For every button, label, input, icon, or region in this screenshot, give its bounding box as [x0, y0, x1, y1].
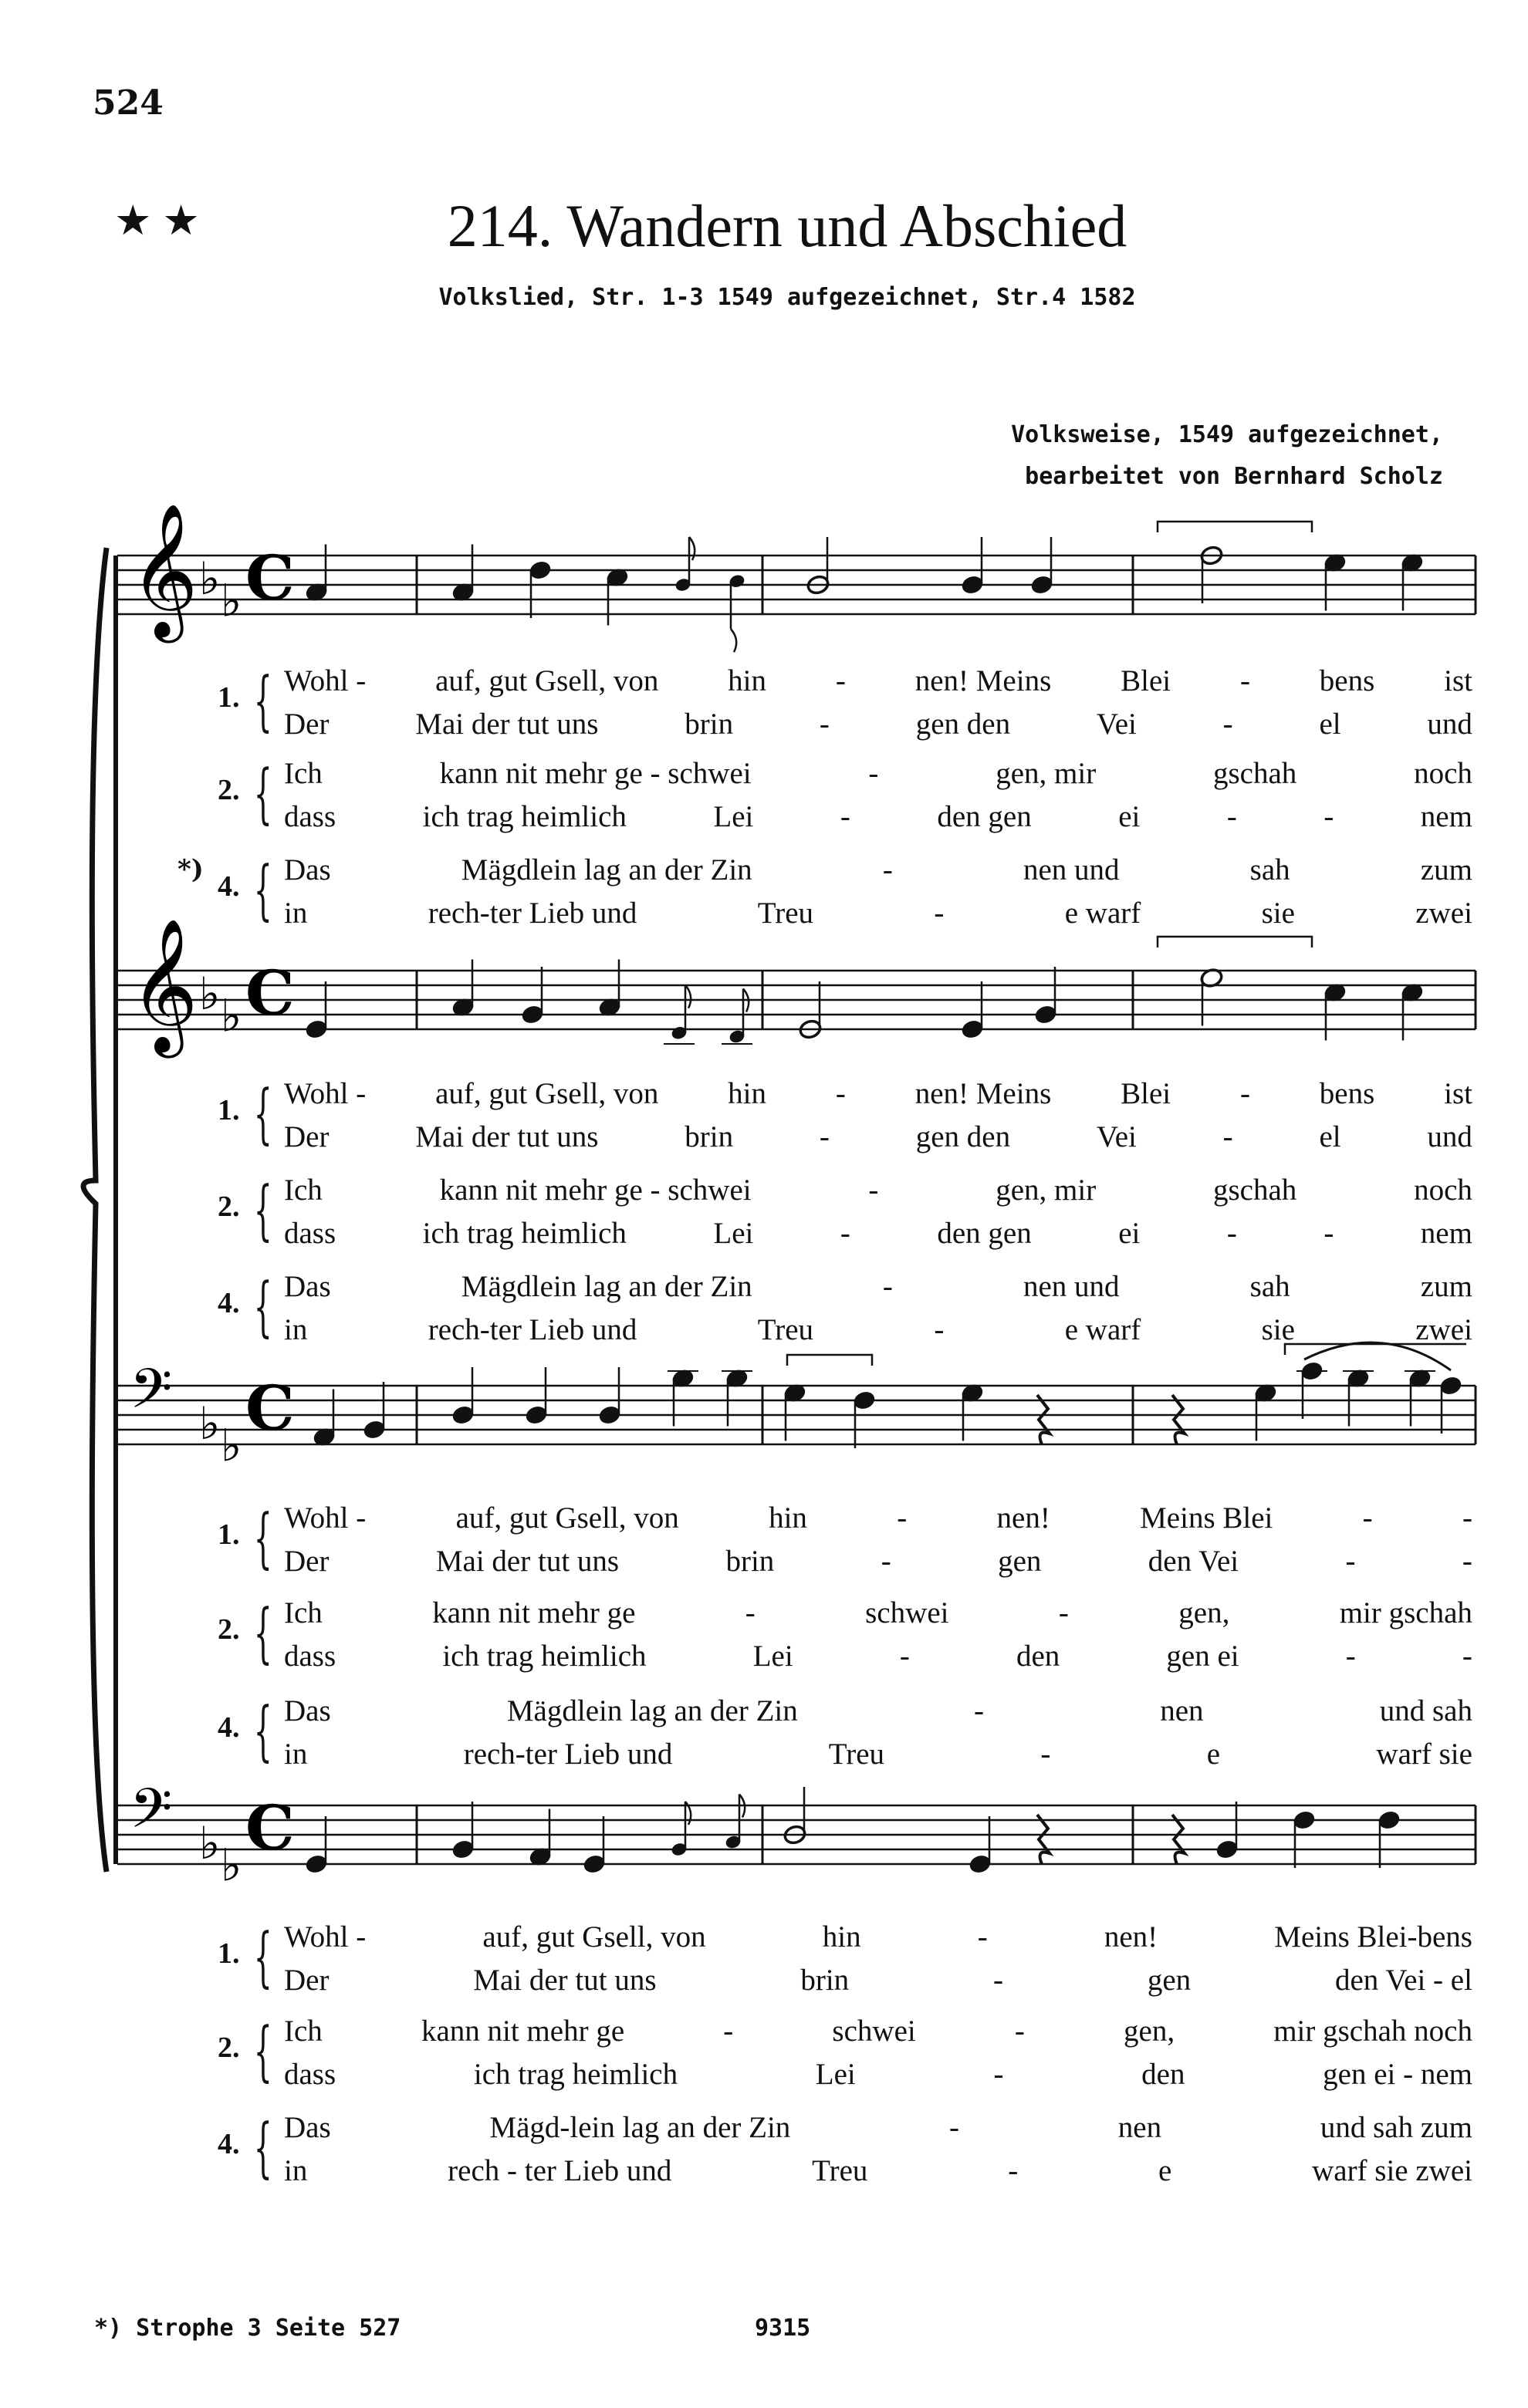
bass-clef: 𝄢 [130, 1357, 173, 1434]
lyric-syllable: noch [1414, 1174, 1472, 1207]
lyric-syllable: Lei [713, 800, 754, 833]
flat-sign: ♭ [221, 574, 242, 627]
lyric-syllable: el [1319, 708, 1341, 741]
lyric-syllable: ich trag heimlich [473, 2058, 678, 2091]
lyric-syllable: Das [284, 2111, 331, 2144]
lyric-syllable: - [1362, 1501, 1373, 1535]
lyric-line [284, 1120, 1472, 1154]
lyric-syllable: - [1014, 2015, 1025, 2048]
verse-number: 2. [218, 774, 240, 806]
lyric-syllable: brin [725, 1545, 775, 1578]
flat-sign: ♭ [221, 989, 242, 1042]
lyric-syllable: - [881, 1545, 891, 1578]
lyric-line [284, 1173, 1472, 1207]
lyric-syllable: Mägdlein lag an der Zin [461, 853, 752, 887]
note-flag [731, 629, 736, 652]
lyric-syllable: Blei [1121, 1077, 1171, 1110]
lyric-line [284, 1501, 1472, 1535]
lyric-syllable: zwei [1415, 1313, 1472, 1346]
lyric-syllable: kann nit mehr ge [432, 1596, 636, 1630]
flat-sign: ♭ [199, 1817, 221, 1869]
lyric-syllable: - [819, 1120, 830, 1153]
lyric-syllable: sie [1261, 1313, 1295, 1346]
lyric-syllable: brin [685, 708, 734, 741]
quarter-rest [1037, 1815, 1050, 1864]
verse-brace: { [253, 1693, 272, 1768]
verse-number: 1. [218, 1518, 240, 1551]
lyric-line [284, 1639, 1472, 1673]
verse-number: 1. [218, 1937, 240, 1970]
lyric-syllable: - [1222, 1120, 1233, 1153]
lyric-line [284, 1269, 1472, 1304]
lyric-syllable: Der [284, 1120, 330, 1153]
lyric-syllable: Mai der tut uns [473, 1964, 657, 1997]
verse-number: 4. [218, 1711, 240, 1744]
lyric-line [284, 1544, 1472, 1579]
lyric-syllable: - [835, 1077, 846, 1110]
page-number: 524 [93, 83, 164, 123]
lyric-line [284, 853, 1472, 887]
lyric-syllable: gen, [1124, 2015, 1175, 2048]
lyric-syllable: el [1319, 1120, 1341, 1153]
lyric-syllable: Wohl - [284, 1501, 367, 1535]
lyric-syllable: - [973, 1694, 984, 1727]
lyric-syllable: Das [284, 1270, 331, 1303]
treble-clef: 𝄞 [130, 918, 198, 1052]
lyric-syllable: den Vei - el [1334, 1964, 1472, 1997]
ligature-bracket [1158, 522, 1312, 532]
lyric-syllable: - [1040, 1738, 1051, 1771]
verse-number: 1. [218, 681, 240, 714]
lyric-syllable: auf, gut Gsell, von [435, 664, 659, 697]
lyric-syllable: Mai der tut uns [415, 1120, 599, 1153]
flat-sign: ♭ [221, 1419, 242, 1472]
lyric-syllable: nen! [996, 1501, 1050, 1535]
flat-sign: ♭ [199, 1397, 221, 1450]
lyric-syllable: hin [728, 1077, 767, 1110]
lyric-syllable: - [1323, 1217, 1334, 1250]
lyric-syllable: ist [1444, 1077, 1472, 1110]
common-time: C [245, 957, 295, 1029]
lyric-syllable: ei [1118, 1217, 1141, 1250]
lyric-syllable: brin [800, 1964, 850, 1997]
verse-number: 2. [218, 1613, 240, 1646]
lyric-syllable: nem [1420, 1217, 1472, 1250]
lyric-syllable: - [840, 800, 850, 833]
lyric-syllable: zum [1420, 1270, 1472, 1303]
verse-number: 4. [218, 2128, 240, 2160]
lyric-syllable: den [1016, 1640, 1060, 1673]
lyric-syllable: Ich [284, 1596, 323, 1630]
verse-brace: { [253, 1919, 272, 1994]
lyric-syllable: Mägd-lein lag an der Zin [489, 2111, 791, 2144]
lyric-syllable: sah [1249, 853, 1290, 887]
lyric-syllable: nen! Meins [914, 1077, 1052, 1110]
lyric-syllable: - [934, 1313, 945, 1346]
lyric-syllable: den Vei [1148, 1545, 1239, 1578]
lyric-syllable: Lei [815, 2058, 856, 2091]
lyric-syllable: gen, [1178, 1596, 1230, 1630]
lyric-syllable: Der [284, 1545, 330, 1578]
lyric-syllable: e [1158, 2154, 1172, 2187]
lyric-syllable: sah [1249, 1270, 1290, 1303]
lyric-syllable: nen [1117, 2111, 1162, 2144]
lyric-syllable: - [1058, 1596, 1069, 1630]
lyric-syllable: nem [1420, 800, 1472, 833]
song-title: 214. Wandern und Abschied [447, 192, 1127, 259]
lyric-syllable: in [284, 1738, 308, 1771]
lyric-syllable: - [1239, 664, 1250, 697]
lyric-syllable: und [1427, 1120, 1472, 1153]
quarter-rest [1172, 1815, 1185, 1864]
lyric-syllable: - [835, 664, 846, 697]
lyric-syllable: auf, gut Gsell, von [455, 1501, 679, 1535]
lyric-syllable: - [934, 897, 945, 930]
lyric-syllable: Lei [713, 1217, 754, 1250]
lyric-line [284, 1694, 1472, 1728]
lyric-syllable: Wohl - [284, 1077, 367, 1110]
lyric-syllable: - [1226, 800, 1237, 833]
lyric-syllable: ich trag heimlich [422, 1217, 627, 1250]
lyric-syllable: nen und [1023, 853, 1120, 887]
common-time: C [245, 1372, 295, 1444]
lyric-syllable: - [977, 1920, 988, 1954]
lyric-syllable: nen [1160, 1694, 1204, 1727]
treble-clef: 𝄞 [130, 503, 198, 637]
lyric-syllable: rech - ter Lieb und [448, 2154, 672, 2187]
lyric-syllable: - [840, 1217, 850, 1250]
lyric-syllable: - [897, 1501, 908, 1535]
lyric-syllable: schwei [865, 1596, 949, 1630]
lyric-syllable: zum [1420, 853, 1472, 887]
lyric-line [284, 896, 1472, 930]
lyric-syllable: - [1226, 1217, 1237, 1250]
lyric-syllable: dass [284, 800, 336, 833]
verse-brace: { [253, 1076, 272, 1151]
lyric-syllable: hin [769, 1501, 807, 1535]
lyric-syllable: hin [728, 664, 767, 697]
bass-clef: 𝄢 [130, 1777, 173, 1854]
lyric-syllable: hin [822, 1920, 861, 1954]
verse-brace: { [253, 1595, 272, 1670]
flat-sign: ♭ [199, 552, 221, 605]
lyric-syllable: warf sie [1376, 1738, 1472, 1771]
quarter-rest [1172, 1395, 1185, 1444]
system-brace [83, 548, 106, 1872]
lyric-syllable: - [1345, 1640, 1356, 1673]
lyric-syllable: kann nit mehr ge - schwei [439, 1174, 752, 1207]
lyric-syllable: nen und [1023, 1270, 1120, 1303]
lyric-syllable: kann nit mehr ge [421, 2015, 625, 2048]
difficulty-stars: ★★ [114, 196, 211, 245]
lyric-syllable: - [1222, 708, 1233, 741]
common-time: C [245, 542, 295, 614]
lyric-syllable: - [899, 1640, 910, 1673]
melody-credit: Volksweise, 1549 aufgezeichnet, [1011, 421, 1443, 448]
lyric-syllable: Das [284, 853, 331, 887]
verse-brace: { [253, 1268, 272, 1344]
verse-brace: { [253, 663, 272, 738]
lyric-syllable: - [949, 2111, 960, 2144]
verse-number: 4. [218, 1287, 240, 1319]
text-source: Volkslied, Str. 1-3 1549 aufgezeichnet, Str.4 1582 [438, 284, 1136, 311]
lyric-line [284, 1596, 1472, 1630]
lyric-syllable: ist [1444, 664, 1472, 697]
lyric-syllable: Mägdlein lag an der Zin [506, 1694, 798, 1727]
lyric-syllable: den gen [937, 800, 1032, 833]
lyric-syllable: gen, mir [996, 1174, 1097, 1207]
lyric-syllable: in [284, 1313, 308, 1346]
verse-brace: { [253, 755, 272, 831]
lyric-syllable: e warf [1064, 897, 1141, 930]
lyric-syllable: - [1462, 1501, 1472, 1535]
lyric-syllable: gen den [915, 708, 1011, 741]
lyric-syllable: - [723, 2015, 734, 2048]
lyric-syllable: in [284, 2154, 308, 2187]
lyric-syllable: rech-ter Lieb und [428, 897, 637, 930]
lyric-syllable: Mai der tut uns [435, 1545, 620, 1578]
lyric-syllable: - [882, 853, 893, 887]
lyric-syllable: - [993, 1964, 1003, 1997]
verse-brace: { [253, 1500, 272, 1576]
lyric-syllable: gschah [1213, 1174, 1297, 1207]
lyric-syllable: noch [1414, 757, 1472, 790]
lyric-syllable: rech-ter Lieb und [463, 1738, 673, 1771]
lyric-syllable: - [1345, 1545, 1356, 1578]
lyric-syllable: - [1323, 800, 1334, 833]
verse-number: 1. [218, 1094, 240, 1126]
lyric-syllable: - [1239, 1077, 1250, 1110]
lyric-syllable: ei [1118, 800, 1141, 833]
lyric-syllable: - [868, 757, 879, 790]
lyric-syllable: kann nit mehr ge - schwei [439, 757, 752, 790]
lyric-syllable: - [882, 1270, 893, 1303]
lyric-syllable: auf, gut Gsell, von [482, 1920, 706, 1954]
lyric-syllable: ich trag heimlich [442, 1640, 647, 1673]
lyric-syllable: sie [1261, 897, 1295, 930]
lyric-syllable: gen [1147, 1964, 1192, 1997]
lyric-syllable: gen den [915, 1120, 1011, 1153]
verse-brace: { [253, 2013, 272, 2089]
verse-brace: { [253, 852, 272, 927]
lyric-syllable: den gen [937, 1217, 1032, 1250]
lyric-line [284, 2110, 1472, 2145]
lyric-syllable: - [745, 1596, 756, 1630]
lyric-syllable: und sah [1379, 1694, 1472, 1727]
lyric-syllable: auf, gut Gsell, von [435, 1077, 659, 1110]
lyric-syllable: Ich [284, 757, 323, 790]
lyric-syllable: dass [284, 2058, 336, 2091]
lyric-syllable: rech-ter Lieb und [428, 1313, 637, 1346]
lyric-syllable: Mägdlein lag an der Zin [461, 1270, 752, 1303]
lyric-syllable: Das [284, 1694, 331, 1727]
ligature-bracket [1158, 937, 1312, 947]
lyric-syllable: Meins Blei-bens [1274, 1920, 1472, 1954]
lyric-line [284, 2057, 1472, 2092]
lyric-line [284, 756, 1472, 791]
lyric-syllable: Blei [1121, 664, 1171, 697]
lyric-syllable: warf sie zwei [1312, 2154, 1472, 2187]
lyric-line [284, 1737, 1472, 1771]
lyric-syllable: Der [284, 708, 330, 741]
common-time: C [245, 1792, 295, 1864]
lyric-syllable: Lei [752, 1640, 793, 1673]
arranger-credit: bearbeitet von Bernhard Scholz [1025, 463, 1443, 490]
lyric-syllable: bens [1319, 1077, 1375, 1110]
lyric-line [284, 707, 1472, 741]
lyric-syllable: gen, mir [996, 757, 1097, 790]
lyric-syllable: Der [284, 1964, 330, 1997]
lyric-syllable: mir gschah [1339, 1596, 1472, 1630]
lyric-syllable: Treu [828, 1738, 885, 1771]
lyric-syllable: - [1008, 2154, 1019, 2187]
lyric-syllable: dass [284, 1217, 336, 1250]
lyric-syllable: Treu [757, 897, 814, 930]
lyric-syllable: e warf [1064, 1313, 1141, 1346]
lyric-syllable: Wohl - [284, 1920, 367, 1954]
footnote-mark: *) [177, 854, 204, 885]
lyric-syllable: Wohl - [284, 664, 367, 697]
lyric-syllable: - [1462, 1640, 1472, 1673]
lyric-syllable: in [284, 897, 308, 930]
lyric-line [284, 799, 1472, 834]
lyric-syllable: ich trag heimlich [422, 800, 627, 833]
footnote: *) Strophe 3 Seite 527 [94, 2315, 401, 2342]
lyric-syllable: Mai der tut uns [415, 708, 599, 741]
lyric-syllable: - [819, 708, 830, 741]
lyric-syllable: - [1462, 1545, 1472, 1578]
verse-brace: { [253, 2109, 272, 2185]
lyric-syllable: e [1206, 1738, 1221, 1771]
flat-sign: ♭ [221, 1839, 242, 1892]
lyric-syllable: gschah [1213, 757, 1297, 790]
lyric-line [284, 664, 1472, 698]
lyric-line [284, 1312, 1472, 1347]
lyric-syllable: - [993, 2058, 1004, 2091]
verse-number: 4. [218, 870, 240, 903]
lyric-syllable: Vei [1096, 1120, 1137, 1153]
lyric-syllable: nen! Meins [914, 664, 1052, 697]
lyric-syllable: dass [284, 1640, 336, 1673]
lyric-line [284, 1963, 1472, 1998]
lyric-syllable: Meins Blei [1140, 1501, 1273, 1535]
lyric-syllable: nen! [1104, 1920, 1158, 1954]
lyric-syllable: Treu [812, 2154, 868, 2187]
lyric-syllable: Ich [284, 2015, 323, 2048]
lyric-syllable: schwei [832, 2015, 916, 2048]
lyric-syllable: und sah zum [1320, 2111, 1472, 2144]
lyric-syllable: gen [998, 1545, 1042, 1578]
verse-number: 2. [218, 2031, 240, 2064]
lyric-line [284, 1076, 1472, 1111]
lyric-syllable: Treu [757, 1313, 814, 1346]
flat-sign: ♭ [199, 968, 221, 1020]
lyric-syllable: bens [1319, 664, 1375, 697]
lyric-syllable: Ich [284, 1174, 323, 1207]
lyric-syllable: - [868, 1174, 879, 1207]
lyric-syllable: Vei [1096, 708, 1137, 741]
verse-brace: { [253, 1172, 272, 1248]
quarter-rest [1037, 1395, 1050, 1444]
verse-number: 2. [218, 1190, 240, 1223]
lyric-syllable: brin [685, 1120, 734, 1153]
lyric-syllable: gen ei [1166, 1640, 1239, 1673]
lyric-line [284, 2014, 1472, 2048]
lyric-syllable: zwei [1415, 897, 1472, 930]
lyric-syllable: mir gschah noch [1273, 2015, 1472, 2048]
lyric-syllable: und [1427, 708, 1472, 741]
ligature-bracket [787, 1355, 872, 1366]
lyric-line [284, 1216, 1472, 1251]
plate-number: 9315 [755, 2315, 811, 2342]
lyric-line [284, 2153, 1472, 2188]
lyric-syllable: den [1141, 2058, 1185, 2091]
lyric-syllable: gen ei - nem [1323, 2058, 1472, 2091]
lyric-line [284, 1920, 1472, 1954]
